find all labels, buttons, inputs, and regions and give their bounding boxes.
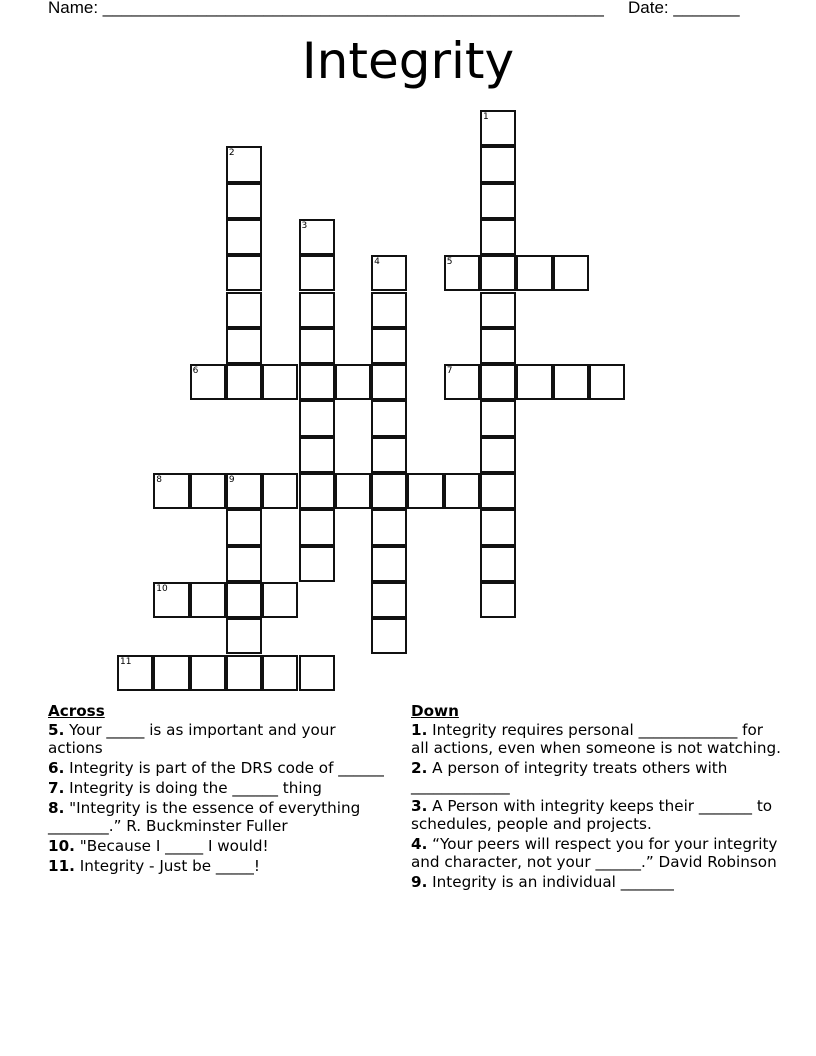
name-field[interactable]: Name: _____________________________________________________ xyxy=(48,0,604,17)
date-field[interactable]: Date: _______ xyxy=(628,0,740,17)
clue-text: "Because I _____ I would! xyxy=(74,837,269,855)
clue-number: 10. xyxy=(48,837,75,855)
crossword-cell[interactable] xyxy=(371,546,407,582)
crossword-cell[interactable] xyxy=(480,509,516,545)
crossword-cell[interactable] xyxy=(335,473,371,509)
clue-across-7 xyxy=(48,779,393,797)
clue-down-9 xyxy=(411,873,781,891)
clue-number: 2. xyxy=(411,759,428,777)
cell-number: 7 xyxy=(446,366,453,377)
crossword-cell[interactable] xyxy=(444,364,480,400)
clue-text: Integrity is an individual _______ xyxy=(427,873,674,891)
clue-down-4 xyxy=(411,835,781,871)
cell-number: 3 xyxy=(301,220,308,231)
page-title: Integrity xyxy=(301,32,515,90)
clue-across-5 xyxy=(48,721,393,757)
clue-number: 7. xyxy=(48,779,65,797)
down-heading: Down xyxy=(411,702,459,720)
down-clues xyxy=(411,702,781,893)
crossword-cell[interactable] xyxy=(262,582,298,618)
crossword-cell[interactable] xyxy=(480,183,516,219)
crossword-cell[interactable] xyxy=(480,219,516,255)
crossword-cell[interactable] xyxy=(226,509,262,545)
crossword-cell[interactable] xyxy=(480,292,516,328)
clue-text: "Integrity is the essence of everything ________.” R. Buckminster Fuller xyxy=(48,799,361,835)
crossword-cell[interactable] xyxy=(480,110,516,146)
crossword-cell[interactable] xyxy=(480,582,516,618)
crossword-cell[interactable] xyxy=(299,437,335,473)
crossword-cell[interactable] xyxy=(226,328,262,364)
crossword-cell[interactable] xyxy=(553,364,589,400)
cell-number: 1 xyxy=(483,112,489,122)
worksheet-header xyxy=(48,0,740,18)
crossword-cell[interactable] xyxy=(153,473,189,509)
clue-across-10 xyxy=(48,837,393,855)
clue-text: “Your peers will respect you for your integrity and character, not your ______.” David Robinson xyxy=(411,835,778,871)
cell-number: 2 xyxy=(228,148,235,159)
crossword-cell[interactable] xyxy=(444,473,480,509)
crossword-cell[interactable] xyxy=(371,473,407,509)
crossword-cell[interactable] xyxy=(262,473,298,509)
crossword-cell[interactable] xyxy=(262,364,298,400)
crossword-cell[interactable] xyxy=(444,255,480,291)
crossword-cell[interactable] xyxy=(299,255,335,291)
crossword-cell[interactable] xyxy=(226,582,262,618)
cell-number: 9 xyxy=(228,475,235,485)
clue-down-1 xyxy=(411,721,781,757)
clue-number: 5. xyxy=(48,721,65,739)
across-heading: Across xyxy=(48,702,105,720)
crossword-cell[interactable] xyxy=(480,255,516,291)
crossword-cell[interactable] xyxy=(226,219,262,255)
across-clues xyxy=(48,702,393,877)
clue-number: 6. xyxy=(48,759,65,777)
crossword-cell[interactable] xyxy=(190,473,226,509)
crossword-cell[interactable] xyxy=(299,400,335,436)
crossword-cell[interactable] xyxy=(480,437,516,473)
crossword-cell[interactable] xyxy=(480,400,516,436)
clue-number: 8. xyxy=(48,799,65,817)
crossword-cell[interactable] xyxy=(262,655,298,691)
crossword-cell[interactable] xyxy=(299,292,335,328)
crossword-cell[interactable] xyxy=(226,473,262,509)
crossword-cell[interactable] xyxy=(371,328,407,364)
crossword-cell[interactable] xyxy=(589,364,625,400)
crossword-cell[interactable] xyxy=(335,364,371,400)
crossword-cell[interactable] xyxy=(117,655,153,691)
cell-number: 8 xyxy=(156,475,163,485)
crossword-cell[interactable] xyxy=(407,473,443,509)
crossword-cell[interactable] xyxy=(299,219,335,255)
crossword-cell[interactable] xyxy=(226,183,262,219)
cell-number: 10 xyxy=(156,583,168,594)
crossword-cell[interactable] xyxy=(371,400,407,436)
crossword-cell[interactable] xyxy=(480,473,516,509)
clue-number: 3. xyxy=(411,797,428,815)
crossword-cell[interactable] xyxy=(190,582,226,618)
clue-number: 1. xyxy=(411,721,428,739)
crossword-cell[interactable] xyxy=(299,509,335,545)
cell-number: 4 xyxy=(374,257,380,268)
crossword-cell[interactable] xyxy=(299,473,335,509)
cell-number: 6 xyxy=(192,366,199,377)
clue-down-2 xyxy=(411,759,781,795)
clue-down-3 xyxy=(411,797,781,833)
clue-text: Integrity is doing the ______ thing xyxy=(64,779,322,797)
crossword-cell[interactable] xyxy=(153,582,189,618)
cell-number: 11 xyxy=(120,656,132,667)
crossword-cell[interactable] xyxy=(299,655,335,691)
crossword-cell[interactable] xyxy=(553,255,589,291)
clue-text: Integrity requires personal _____________ for all actions, even when someone is not watching. xyxy=(411,721,781,757)
crossword-cell[interactable] xyxy=(480,546,516,582)
crossword-cell[interactable] xyxy=(190,364,226,400)
crossword-cell[interactable] xyxy=(516,364,552,400)
crossword-cell[interactable] xyxy=(480,146,516,182)
crossword-cell[interactable] xyxy=(371,582,407,618)
crossword-cell[interactable] xyxy=(226,364,262,400)
clue-number: 9. xyxy=(411,873,428,891)
clue-text: Integrity - Just be _____! xyxy=(74,857,260,875)
crossword-cell[interactable] xyxy=(299,328,335,364)
cell-number: 5 xyxy=(446,257,453,268)
crossword-cell[interactable] xyxy=(480,328,516,364)
crossword-cell[interactable] xyxy=(371,618,407,654)
crossword-cell[interactable] xyxy=(371,509,407,545)
clue-text: A person of integrity treats others with _____________ xyxy=(411,759,728,795)
clue-number: 4. xyxy=(411,835,428,853)
crossword-cell[interactable] xyxy=(226,255,262,291)
clue-text: Integrity is part of the DRS code of ______ xyxy=(64,759,384,777)
crossword-cell[interactable] xyxy=(226,146,262,182)
crossword-cell[interactable] xyxy=(226,546,262,582)
crossword-cell[interactable] xyxy=(299,364,335,400)
crossword-cell[interactable] xyxy=(516,255,552,291)
crossword-cell[interactable] xyxy=(299,546,335,582)
crossword-cell[interactable] xyxy=(226,618,262,654)
crossword-cell[interactable] xyxy=(480,364,516,400)
crossword-cell[interactable] xyxy=(190,655,226,691)
crossword-cell[interactable] xyxy=(371,255,407,291)
clue-text: A Person with integrity keeps their _______ to schedules, people and projects. xyxy=(411,797,773,833)
crossword-cell[interactable] xyxy=(371,437,407,473)
crossword-cell[interactable] xyxy=(371,364,407,400)
clue-across-8 xyxy=(48,799,393,835)
clue-across-6 xyxy=(48,759,393,777)
crossword-cell[interactable] xyxy=(226,292,262,328)
clue-text: Your _____ is as important and your actions xyxy=(48,721,336,757)
clue-number: 11. xyxy=(48,857,75,875)
crossword-cell[interactable] xyxy=(153,655,189,691)
crossword-cell[interactable] xyxy=(371,292,407,328)
crossword-cell[interactable] xyxy=(226,655,262,691)
clue-across-11 xyxy=(48,857,393,875)
